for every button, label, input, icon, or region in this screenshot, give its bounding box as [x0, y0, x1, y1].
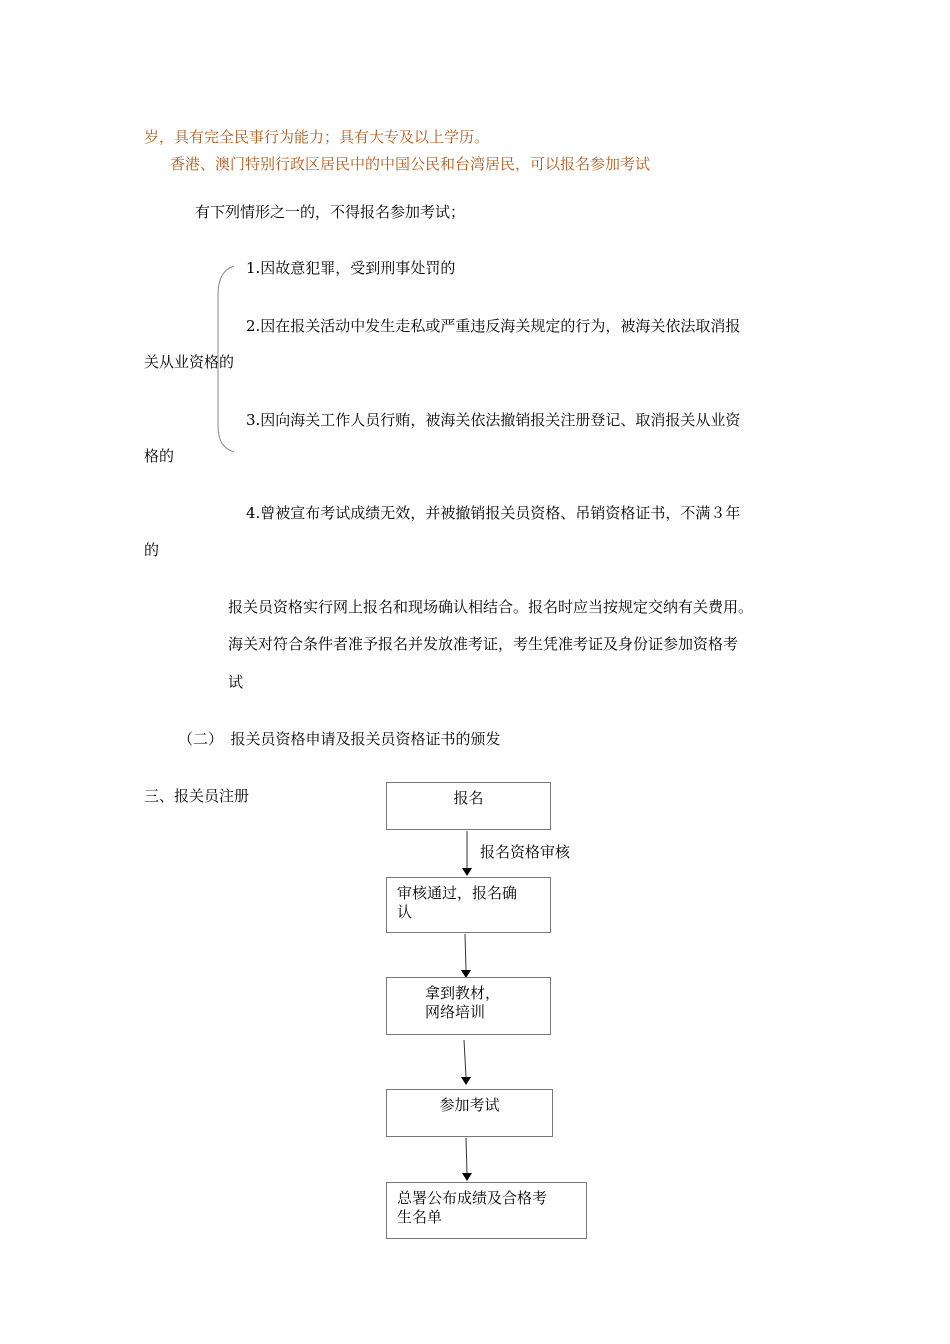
- flow-box-register: [386, 782, 551, 830]
- flow-box-training-line-1: 拿到教材，: [425, 984, 501, 1002]
- flow-arrow-4: [466, 1138, 467, 1173]
- exclusion-item-3: 3.因向海关工作人员行贿，被海关依法撤销报关注册登记、取消报关从业资: [246, 411, 741, 429]
- flow-arrow-4-head: [462, 1173, 472, 1181]
- flow-box-results-line-1: 总署公布成绩及合格考: [397, 1189, 548, 1207]
- exclusion-intro: 有下列情形之一的，不得报名参加考试；: [195, 203, 466, 221]
- requirement-line: 岁，具有完全民事行为能力；具有大专及以上学历。: [144, 128, 490, 146]
- flow-arrow-2: [465, 934, 466, 970]
- section-three-heading: 三、报关员注册: [144, 787, 250, 805]
- paragraph-line-1: 报关员资格实行网上报名和现场确认相结合。报名时应当按规定交纳有关费用。: [228, 598, 754, 616]
- paragraph-line-3: 试: [228, 673, 244, 691]
- flow-arrow-label: 报名资格审核: [480, 843, 571, 861]
- exclusion-item-4: 4.曾被宣布考试成绩无效，并被撤销报关员资格、吊销资格证书，不满３年: [246, 504, 741, 522]
- flow-box-exam: [386, 1089, 553, 1137]
- flow-box-training: [386, 977, 551, 1035]
- flow-box-results-line-2: 生名单: [397, 1208, 443, 1226]
- flow-box-results: [386, 1182, 587, 1239]
- section-two-heading: （二） 报关员资格申请及报关员资格证书的颁发: [178, 730, 501, 748]
- hk-macao-tw-line: 香港、澳门特别行政区居民中的中国公民和台湾居民，可以报名参加考试: [170, 155, 651, 173]
- flow-arrow-1-head: [462, 868, 472, 876]
- exclusion-item-1: 1.因故意犯罪，受到刑事处罚的: [246, 259, 456, 277]
- flow-box-approved-line-1: 审核通过，报名确: [397, 884, 518, 902]
- flow-box-approved: [386, 877, 551, 933]
- flow-arrow-3-head: [461, 1077, 471, 1085]
- exclusion-item-3-cont: 格的: [144, 447, 175, 465]
- flow-box-approved-line-2: 认: [397, 903, 413, 921]
- exclusion-item-2: 2.因在报关活动中发生走私或严重违反海关规定的行为，被海关依法取消报: [246, 317, 741, 335]
- flow-box-exam-label: 参加考试: [439, 1096, 500, 1114]
- paragraph-line-2: 海关对符合条件者准予报名并发放准考证，考生凭准考证及身份证参加资格考: [228, 635, 739, 653]
- flow-arrow-3: [464, 1040, 466, 1077]
- exclusion-item-2-cont: 关从业资格的: [144, 353, 235, 371]
- exclusion-item-4-cont: 的: [144, 541, 160, 559]
- flow-box-register-label: 报名: [453, 789, 484, 807]
- flow-box-training-line-2: 网络培训: [425, 1003, 486, 1021]
